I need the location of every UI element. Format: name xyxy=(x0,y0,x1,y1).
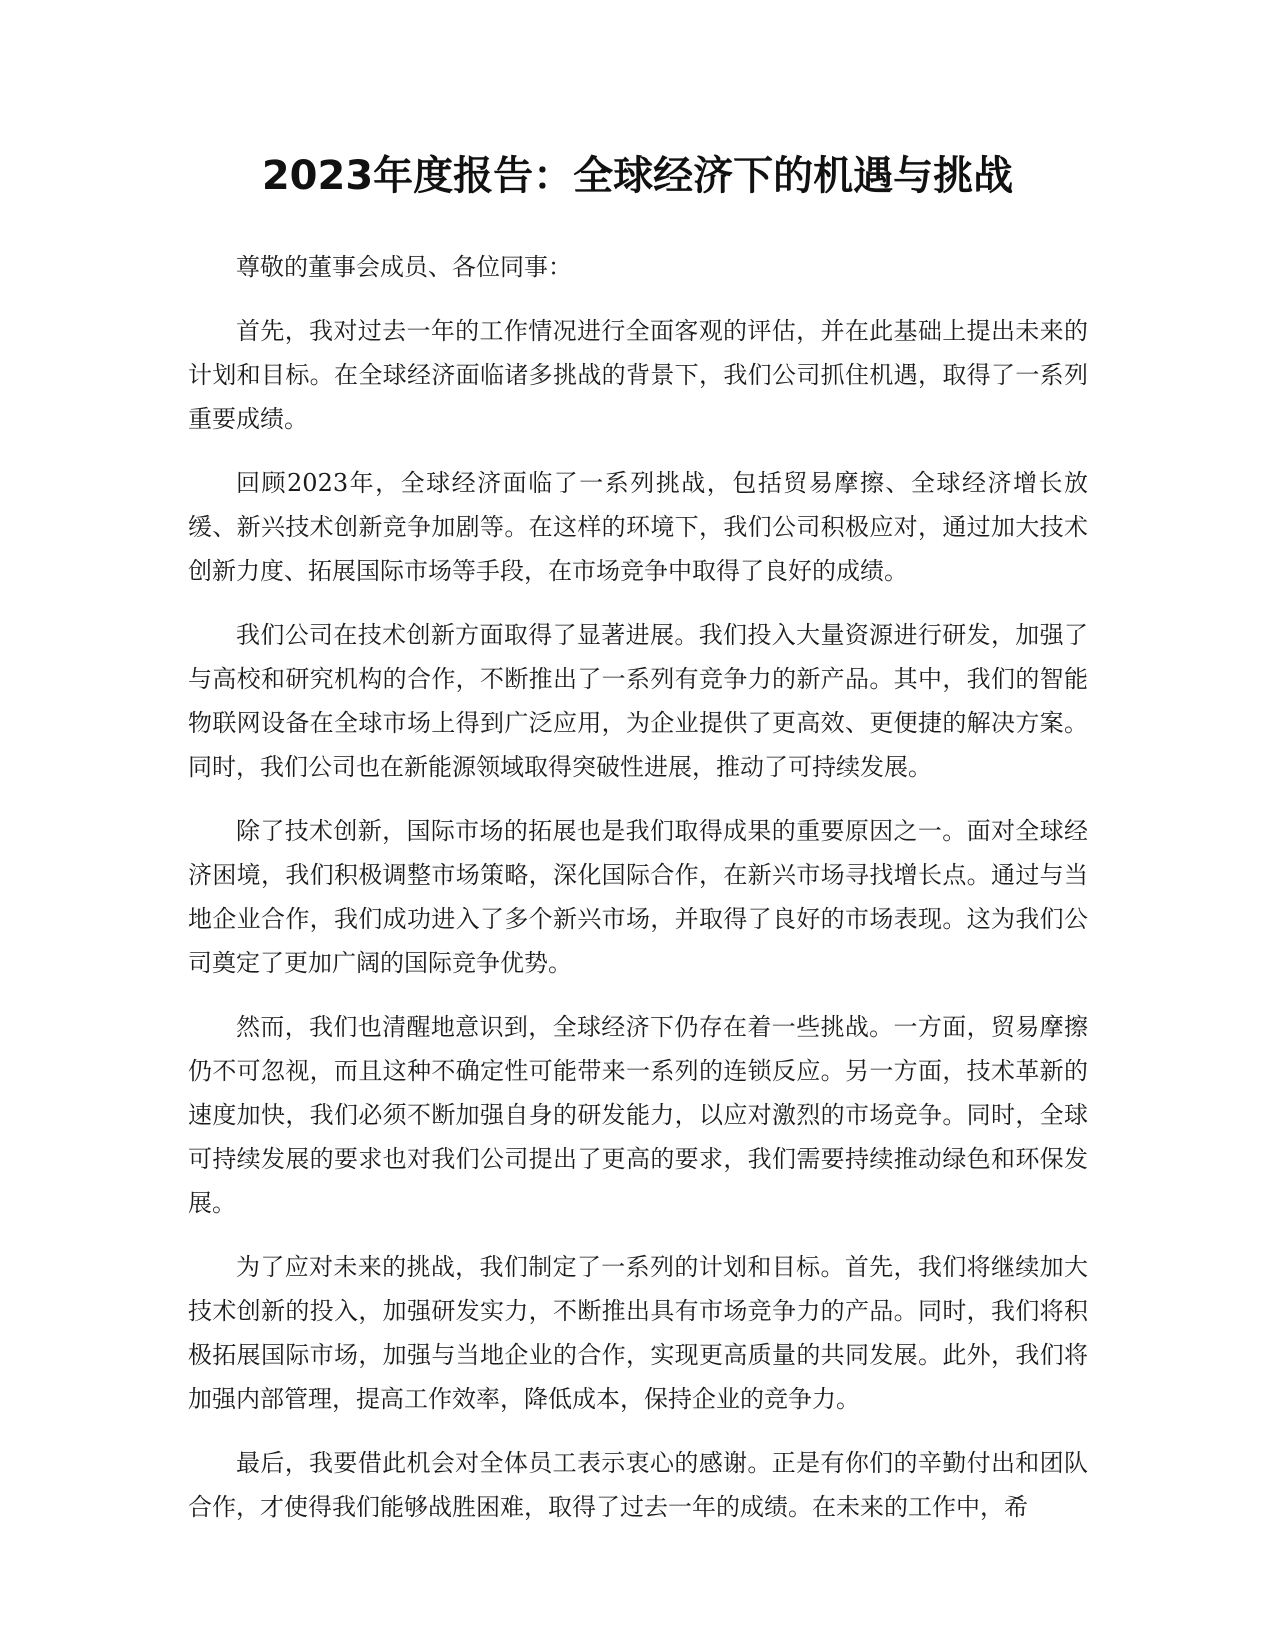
paragraph-1: 首先，我对过去一年的工作情况进行全面客观的评估，并在此基础上提出未来的计划和目标。在全球经济面临诸多挑战的背景下，我们公司抓住机遇，取得了一系列重要成绩。 xyxy=(188,317,1088,433)
paragraph-5: 然而，我们也清醒地意识到，全球经济下仍存在着一些挑战。一方面，贸易摩擦仍不可忽视，而且这种不确定性可能带来一系列的连锁反应。另一方面，技术革新的速度加快，我们必须不断加强自身的研发能力，以应对激烈的市场竞争。同时，全球可持续发展的要求也对我们公司提出了更高的要求，我们需要持续推动绿色和环保发展。 xyxy=(188,1013,1088,1217)
paragraph-6: 为了应对未来的挑战，我们制定了一系列的计划和目标。首先，我们将继续加大技术创新的投入，加强研发实力，不断推出具有市场竞争力的产品。同时，我们将积极拓展国际市场，加强与当地企业的合作，实现更高质量的共同发展。此外，我们将加强内部管理，提高工作效率，降低成本，保持企业的竞争力。 xyxy=(188,1253,1088,1413)
paragraph-2: 回顾2023年，全球经济面临了一系列挑战，包括贸易摩擦、全球经济增长放缓、新兴技术创新竞争加剧等。在这样的环境下，我们公司积极应对，通过加大技术创新力度、拓展国际市场等手段，在市场竞争中取得了良好的成绩。 xyxy=(188,469,1088,585)
paragraph-3: 我们公司在技术创新方面取得了显著进展。我们投入大量资源进行研发，加强了与高校和研究机构的合作，不断推出了一系列有竞争力的新产品。其中，我们的智能物联网设备在全球市场上得到广泛应用，为企业提供了更高效、更便捷的解决方案。同时，我们公司也在新能源领域取得突破性进展，推动了可持续发展。 xyxy=(188,621,1088,781)
document-title: 2023年度报告：全球经济下的机遇与挑战 xyxy=(261,153,1014,199)
salutation: 尊敬的董事会成员、各位同事： xyxy=(236,253,572,281)
paragraph-7: 最后，我要借此机会对全体员工表示衷心的感谢。正是有你们的辛勤付出和团队合作，才使得我们能够战胜困难，取得了过去一年的成绩。在未来的工作中，希 xyxy=(188,1449,1088,1521)
paragraph-4: 除了技术创新，国际市场的拓展也是我们取得成果的重要原因之一。面对全球经济困境，我们积极调整市场策略，深化国际合作，在新兴市场寻找增长点。通过与当地企业合作，我们成功进入了多个新兴市场，并取得了良好的市场表现。这为我们公司奠定了更加广阔的国际竞争优势。 xyxy=(188,817,1088,977)
document-body xyxy=(188,245,1088,1549)
